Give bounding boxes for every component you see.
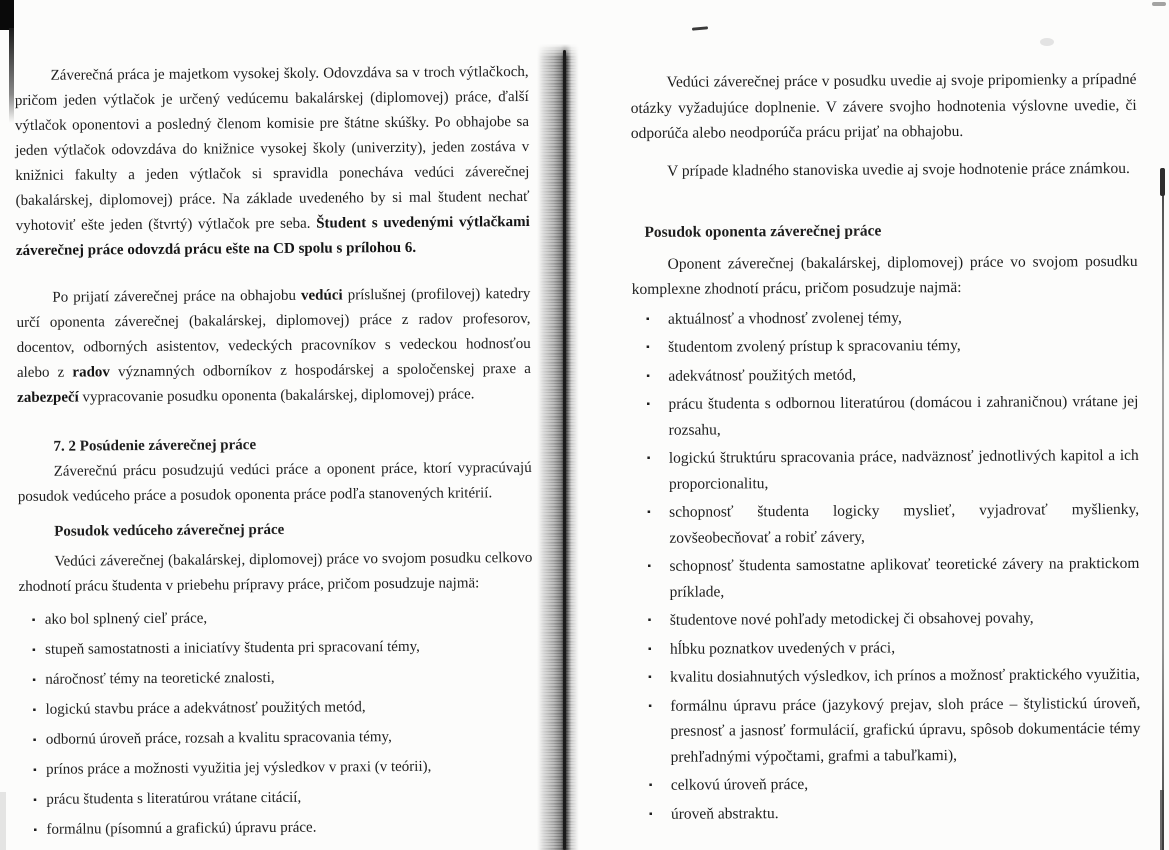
bullet-icon: ▪ — [646, 370, 650, 382]
text-run-bold: Študent s uvedenými výtlačkami záverečnej práce odovzdá prácu ešte na CD spolu s prílohou 6. — [15, 213, 530, 259]
scan-edge-bottom-right — [1160, 790, 1164, 850]
list-item — [19, 664, 533, 693]
text-run: príslušnej (profilovej) katedry určí oponenta záverečnej (bakalárskej, diplomovej) práce z radov profesorov, docentov, odborných asistentov, vedeckých pracovníkov s vedeckou hodnosťou alebo z — [16, 285, 531, 381]
paragraph-supervisor-review-intro: Vedúci záverečnej (bakalárskej, diplomovej) práce vo svojom posudku celkovo zhodnotí prácu študenta v priebehu prípravy práce, pričom posudzuje najmä: — [18, 549, 533, 595]
subheading-opponent-review: Posudok oponenta záverečnej práce — [644, 222, 882, 241]
scan-smudge-bottom-left — [0, 792, 6, 850]
text-run: Záverečná práca je majetkom vysokej školy. Odovzdáva sa v troch výtlačkoch, pričom jeden výtlačok je určený vedúcemu bakalárskej (diplomovej) práce, ďalší výtlačok oponentovi a posledný členom komisie pre štátne skúšky. Po obhajobe sa jeden výtlačok odovzdáva do knižnice vysokej školy (univerzity), jeden zostáva v knižnici fakulty a jeden výtlačok si spravidla ponecháva vedúci záverečnej (bakalárskej, diplomovej) práce. Na základe uvedeného by si mal študent nechať vyhotoviť ešte jeden (štvrtý) výtlačok pre seba. — [14, 63, 530, 234]
subheading-supervisor-review: Posudok vedúceho záverečnej práce — [54, 521, 285, 540]
bullet-icon: ▪ — [32, 644, 36, 656]
list-item — [632, 360, 1138, 389]
bullet-icon: ▪ — [647, 506, 651, 518]
scan-edge-line-right — [1162, 168, 1164, 850]
list-item-text: stupeň samostatnosti a iniciatívy študenta pri spracovaní témy, — [45, 638, 420, 658]
bullet-icon: ▪ — [32, 674, 36, 686]
list-item-text: odbornú úroveň práce, rozsah a kvalitu spracovania témy, — [45, 729, 392, 748]
bullet-icon: ▪ — [33, 764, 37, 776]
list-item-text: celkovú úroveň práce, — [670, 775, 809, 794]
list-item — [635, 798, 1141, 827]
bullet-icon: ▪ — [32, 704, 37, 716]
text-run: významných odborníkov z hospodárskej a spoločenskej praxe a — [109, 360, 531, 381]
list-item-text: kvalitu dosiahnutých výsledkov, ich prínos a možnosť praktického využitia, — [670, 665, 1140, 686]
list-item-text: prácu študenta s literatúrou vrátane citácií, — [46, 789, 302, 808]
bullet-icon: ▪ — [33, 794, 37, 806]
section-heading-7-2: 7. 2 Posúdenie záverečnej práce — [53, 437, 257, 455]
list-item-text: aktuálnosť a vhodnosť zvolenej témy, — [667, 308, 902, 328]
list-item — [635, 770, 1141, 799]
scan-edge-artifact-topleft — [0, 0, 14, 30]
page-right-scan — [630, 0, 1141, 830]
list-item — [19, 634, 533, 663]
bullet-icon: ▪ — [648, 808, 653, 820]
bullet-icon: ▪ — [647, 560, 652, 572]
paragraph-opponent-assignment — [16, 282, 531, 411]
list-item — [634, 605, 1140, 634]
list-item-text: formálnu úpravu práce (jazykový prejav, sloh práce – štylistickú úroveň, presnosť a jasnosť formulácií, grafickú úpravu, spôsob dokumentácie témy prehľadnými výpočtami, grafmi a tabuľkami), — [670, 694, 1141, 766]
bullet-icon: ▪ — [32, 734, 37, 746]
paragraph-positive-grade: V prípade kladného stanoviska uvedie aj svoje hodnotenie práce známkou. — [666, 159, 1130, 180]
list-item-text: formálnu (písomnú a grafickú) úpravu práce. — [46, 819, 317, 838]
bullet-icon: ▪ — [647, 643, 652, 655]
list-item — [20, 814, 534, 843]
scan-edge-blob-right — [1160, 168, 1165, 196]
list-item-text: prácu študenta s odbornou literatúrou (domácou i zahraničnou) vrátane jej rozsahu, — [668, 392, 1139, 439]
list-item — [20, 754, 534, 783]
list-item — [20, 724, 534, 753]
list-item-text: náročnosť témy na teoretické znalosti, — [45, 669, 275, 688]
bullet-icon: ▪ — [648, 779, 653, 791]
list-item-text: schopnosť študenta logicky myslieť, vyjadrovať myšlienky, zovšeobecňovať a robiť závery, — [669, 500, 1140, 547]
list-item-text: logickú štruktúru spracovania práce, nadväznosť jednotlivých kapitol a ich proporcionalitu, — [668, 446, 1139, 493]
list-item-text: adekvátnosť použitých metód, — [668, 366, 857, 385]
supervisor-criteria-list — [19, 604, 535, 843]
bullet-icon: ▪ — [31, 614, 36, 626]
list-item-text: študentove nové pohľady metodickej či obsahovej povahy, — [669, 609, 1034, 629]
list-item — [632, 303, 1138, 332]
list-item — [634, 662, 1140, 691]
list-item-text: hĺbku poznatkov uvedených v práci, — [669, 638, 896, 658]
page-left-scan — [14, 0, 535, 848]
bullet-icon: ▪ — [33, 824, 38, 836]
book-gutter-binding-line — [563, 50, 566, 850]
list-item — [634, 690, 1140, 770]
opponent-criteria-list — [632, 303, 1141, 827]
scan-smudge-top-right-corner — [1152, 2, 1166, 6]
list-item-text: ako bol splnený cieľ práce, — [44, 610, 208, 628]
paragraph-supervisor-remarks: Vedúci záverečnej práce v posudku uvedie aj svoje pripomienky a prípadné otázky vyžadujúce doplnenie. V závere svojho hodnotenia výslovne uvedie, či odporúča alebo neodporúča prácu prijať na obhajobu. — [630, 70, 1137, 142]
bullet-icon: ▪ — [648, 700, 652, 712]
list-item-text: schopnosť študenta samostatne aplikovať teoretické závery na praktickom príklade, — [669, 554, 1140, 601]
list-item — [19, 604, 533, 633]
list-item-text: prínos práce a možnosti využitia jej výsledkov v praxi (v teórii), — [45, 758, 432, 778]
bullet-icon: ▪ — [647, 614, 652, 626]
list-item — [632, 389, 1138, 443]
paragraph-assessment-intro: Záverečnú prácu posudzujú vedúci práce a oponent práce, ktorí vypracúvajú posudok vedúceho práce a posudok oponenta práce podľa stanovených kritérií. — [17, 459, 532, 505]
list-item-text: úroveň abstraktu. — [670, 804, 779, 823]
bullet-icon: ▪ — [646, 452, 651, 464]
bullet-icon: ▪ — [646, 398, 651, 410]
text-run-bold: zabezpečí — [17, 389, 79, 406]
list-item — [633, 443, 1139, 497]
list-item — [20, 784, 534, 813]
list-item — [19, 694, 533, 723]
paragraph-opponent-review-intro: Oponent záverečnej (bakalárskej, diplomovej) práce vo svojom posudku komplexne zhodnotí prácu, pričom posudzuje najmä: — [631, 252, 1138, 298]
list-item — [632, 332, 1138, 361]
list-item — [634, 633, 1140, 662]
book-gutter-shadow — [537, 44, 579, 850]
text-run: vypracovanie posudku oponenta (bakalárskej, diplomovej) práce. — [78, 386, 475, 406]
list-item-text: študentom zvolený prístup k spracovaniu témy, — [668, 336, 961, 356]
list-item-text: logickú stavbu práce a adekvátnosť použitých metód, — [45, 699, 366, 718]
scan-edge-artifact-topleft-tail — [9, 28, 14, 123]
bullet-icon: ▪ — [646, 341, 650, 353]
text-run-bold: radov — [72, 364, 110, 381]
text-run-bold: vedúci — [300, 287, 343, 304]
list-item — [633, 551, 1139, 605]
bullet-icon: ▪ — [645, 313, 650, 325]
list-item — [633, 497, 1139, 551]
paragraph-handover-copies — [15, 60, 531, 264]
bullet-icon: ▪ — [648, 671, 652, 683]
text-run: Po prijatí záverečnej práce na obhajobu — [52, 287, 302, 306]
